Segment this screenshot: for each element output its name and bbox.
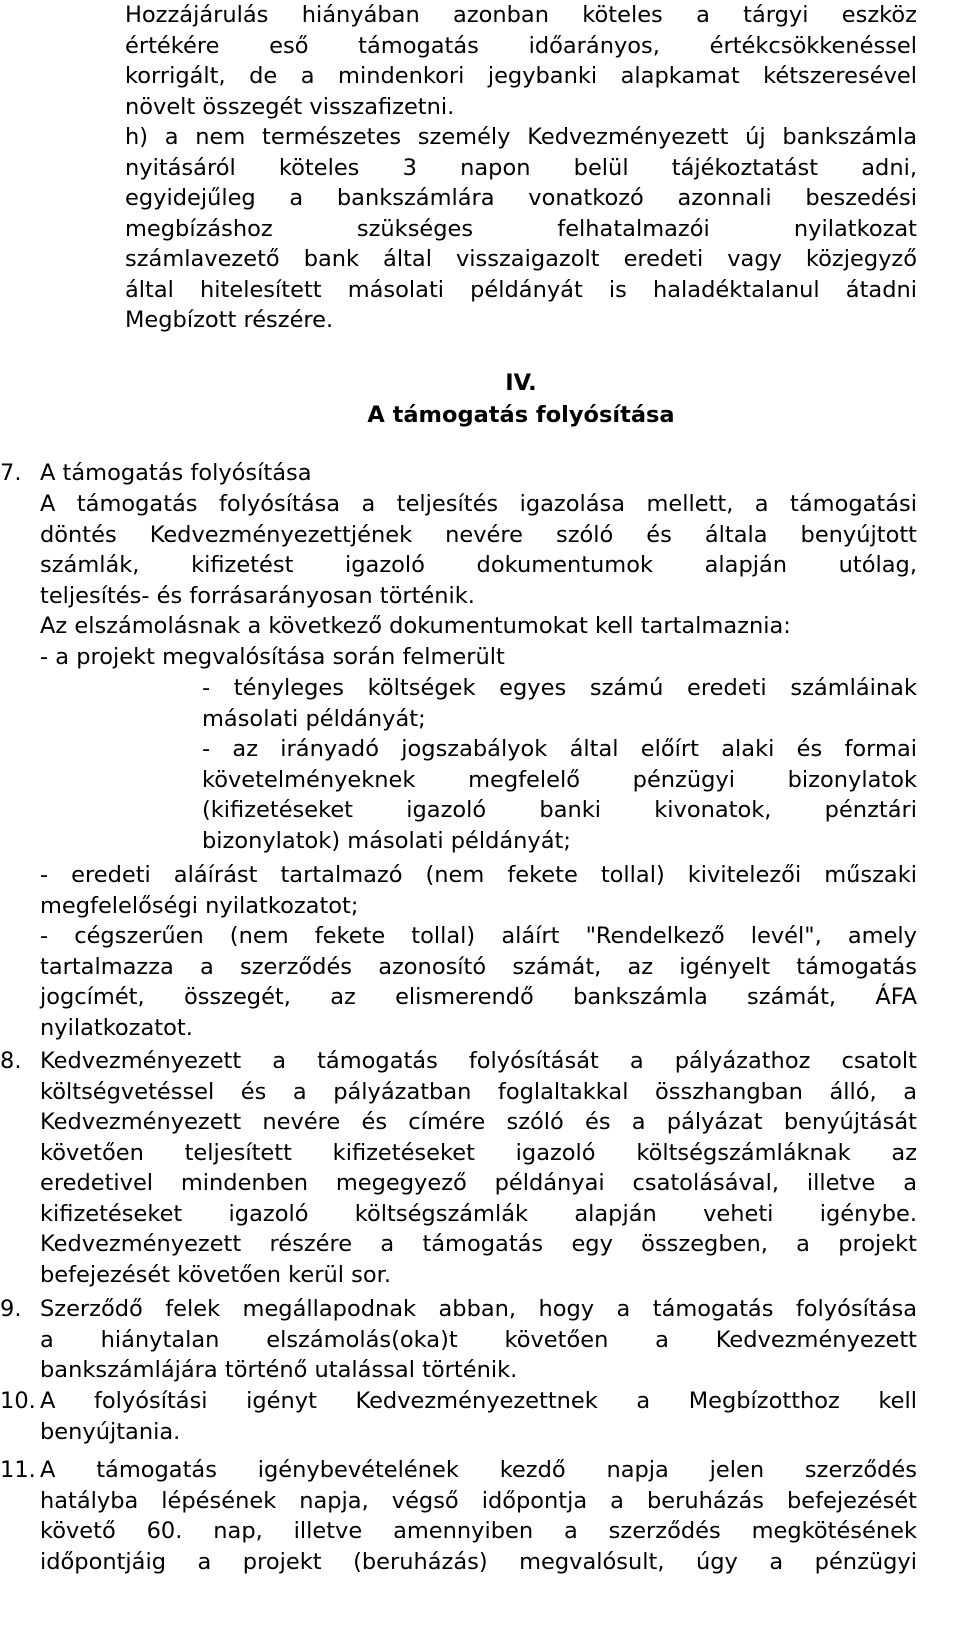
text-line: időpontjáig a projekt (beruházás) megvalósult, úgy a pénzügyi [40, 1548, 917, 1575]
text-line: - tényleges költségek egyes számú eredeti számláinak [202, 675, 917, 701]
list-item-h [125, 122, 917, 336]
text-line: követő 60. nap, illetve amennyiben a szerződés megkötésének [40, 1518, 917, 1544]
text-line: (kifizetéseket igazoló banki kivonatok, pénztári [202, 797, 917, 823]
item7-subitems [202, 673, 917, 856]
text-line: Szerződő felek megállapodnak abban, hogy a támogatás folyósítása [40, 1296, 917, 1322]
text-line: - eredeti aláírást tartalmazó (nem fekete tollal) kivitelezői műszaki [40, 862, 917, 888]
text-line: növelt összegét visszafizetni. [125, 93, 455, 120]
item-number: 7. [0, 460, 22, 486]
text-line: - a projekt megvalósítása során felmerült [40, 643, 505, 670]
text-line: Kedvezményezett a támogatás folyósítását a pályázathoz csatolt [40, 1048, 917, 1074]
text-line: nyilatkozatot. [40, 1014, 193, 1041]
paragraph-continuation [125, 0, 917, 122]
text-line: Hozzájárulás hiányában azonban köteles a tárgyi eszköz [125, 2, 917, 28]
text-line: Megbízott részére. [125, 307, 334, 333]
text-line: követelményeknek megfelelő pénzügyi bizonylatok [202, 766, 917, 793]
text-line: benyújtania. [40, 1418, 181, 1445]
text-line: megfelelőségi nyilatkozatot; [40, 892, 359, 919]
section-title: A támogatás folyósítása [367, 402, 675, 428]
text-line: számlák, kifizetést igazoló dokumentumok alapján utólag, [40, 552, 917, 578]
item-number: 10. [0, 1388, 36, 1414]
text-line: A támogatás folyósítása a teljesítés igazolása mellett, a támogatási [40, 491, 917, 517]
text-line: eredetivel mindenben megegyező példányai csatolásával, illetve a [40, 1170, 917, 1196]
text-line: költségvetéssel és a pályázatban foglaltakkal összhangban álló, a [40, 1078, 917, 1105]
text-line: A folyósítási igényt Kedvezményezettnek a Megbízotthoz kell [40, 1388, 917, 1414]
text-line: A támogatás igénybevételének kezdő napja jelen szerződés [40, 1457, 917, 1483]
text-line: hatályba lépésének napja, végső időpontja a beruházás befejezését [40, 1487, 917, 1514]
item-body [40, 458, 917, 489]
item7-paragraph-2 [40, 860, 917, 1043]
item-body [40, 1386, 917, 1447]
item-body [40, 1455, 917, 1577]
text-line: követően teljesített kifizetéseket igazoló költségszámláknak az [40, 1139, 917, 1166]
text-line: - cégszerűen (nem fekete tollal) aláírt "Rendelkező levél", amely [40, 923, 917, 949]
text-line: h) a nem természetes személy Kedvezményezett új bankszámla [125, 124, 918, 150]
text-line: jogcímét, összegét, az elismerendő bankszámla számát, ÁFA [40, 984, 917, 1010]
item-marker: h) [125, 124, 149, 150]
text-line: befejezését követően kerül sor. [40, 1261, 391, 1288]
text-line: Kedvezményezett nevére és címére szóló és a pályázat benyújtását [40, 1109, 917, 1135]
text-line: - az irányadó jogszabályok által előírt alaki és formai [202, 736, 917, 762]
text-line: értékére eső támogatás időarányos, értékcsökkenéssel [125, 32, 917, 59]
text-line: tartalmazza a szerződés azonosító számát, az igényelt támogatás [40, 953, 917, 980]
text-line: megbízáshoz szükséges felhatalmazói nyilatkozat [125, 215, 917, 242]
text-line: döntés Kedvezményezettjének nevére szóló és általa benyújtott [40, 521, 917, 548]
section-number: IV. [505, 370, 537, 396]
item-body [40, 1294, 917, 1386]
text-line: másolati példányát; [202, 705, 426, 732]
text-line: a hiánytalan elszámolás(oka)t követően a Kedvezményezett [40, 1326, 917, 1353]
text-line: teljesítés- és forrásarányosan történik. [40, 582, 475, 609]
text-line: bizonylatok) másolati példányát; [202, 827, 571, 854]
text-line: által hitelesített másolati példányát is haladéktalanul átadni [125, 276, 917, 303]
item-body [40, 1046, 917, 1290]
text-line: Az elszámolásnak a következő dokumentumokat kell tartalmaznia: [40, 613, 791, 639]
text-line: bankszámlájára történő utalással történik. [40, 1357, 518, 1383]
text-line: egyidejűleg a bankszámlára vonatkozó azonnali beszedési [125, 185, 917, 211]
item7-paragraph [40, 489, 917, 672]
item-number: 8. [0, 1048, 22, 1074]
text-line: kifizetéseket igazoló költségszámlák alapján veheti igénybe. [40, 1200, 917, 1227]
text-line: nyitásáról köteles 3 napon belül tájékoztatást adni, [125, 154, 917, 181]
item-heading: A támogatás folyósítása [40, 460, 312, 486]
item-number: 11. [0, 1457, 36, 1483]
text-line: korrigált, de a mindenkori jegybanki alapkamat kétszeresével [125, 63, 917, 89]
item-number: 9. [0, 1296, 22, 1322]
text-line: számlavezető bank által visszaigazolt eredeti vagy közjegyző [125, 246, 917, 272]
text-line: Kedvezményezett részére a támogatás egy összegben, a projekt [40, 1231, 917, 1257]
